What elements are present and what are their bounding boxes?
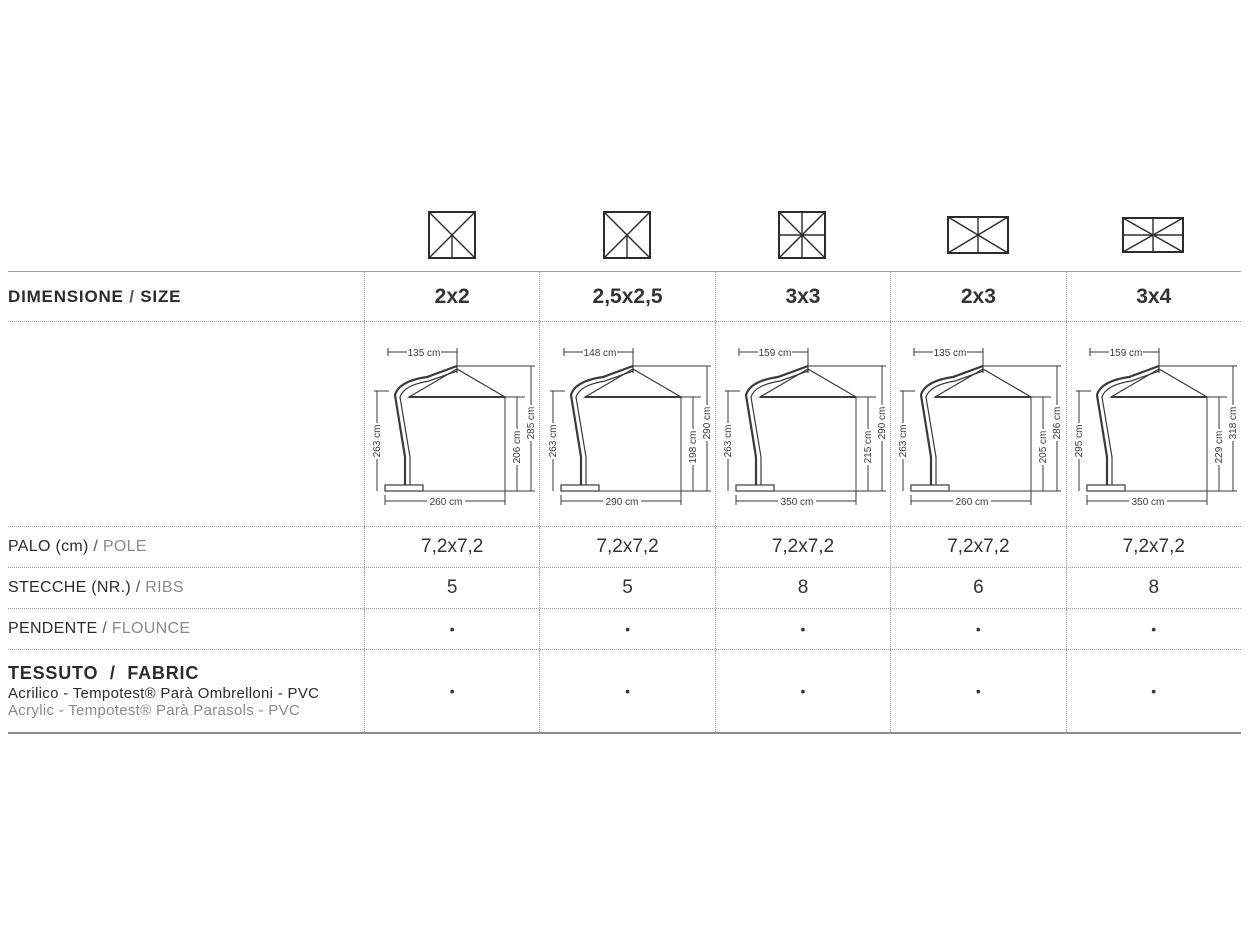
square-4-rib-icon [603,211,651,259]
umbrella-diagram-cell [539,322,714,526]
spec-table [8,198,1241,734]
base-plate [561,485,599,491]
flounce-value: • [715,609,890,649]
separator: / [109,663,116,683]
label-en: RIBS [145,579,184,596]
canopy-icon-cell [715,198,890,271]
fabric-value: • [364,650,539,732]
canopy-clearance-label: 206 cm [512,430,524,464]
pole-height-label: 263 cm [898,424,910,458]
pole-value: 7,2x7,2 [715,527,890,567]
label-it: TESSUTO [8,663,99,683]
umbrella-diagram-cell [364,322,539,526]
total-height-label: 290 cm [876,406,888,440]
fabric-row [8,650,1241,734]
ribs-value: 8 [715,568,890,608]
umbrella-diagram [893,339,1063,509]
pole-value: 7,2x7,2 [364,527,539,567]
fabric-value: • [1066,650,1241,732]
fabric-value: • [890,650,1065,732]
size-value: 3x4 [1066,272,1241,321]
umbrella-diagram [718,339,888,509]
canopy-icons-row [8,198,1241,272]
size-value: 2,5x2,5 [539,272,714,321]
size-label [8,272,364,321]
pole-outline [576,371,633,485]
pole-height-label: 263 cm [372,424,384,458]
pole-outline [751,371,808,485]
fabric-label [8,650,364,732]
canopy-clearance-label: 215 cm [862,430,874,464]
canopy-clearance-label: 229 cm [1213,430,1225,464]
rect-8-rib-icon [1122,217,1184,253]
ribs-label [8,568,364,608]
umbrella-diagram-cell [715,322,890,526]
ribs-row [8,568,1241,609]
flounce-value: • [1066,609,1241,649]
pole-label [8,527,364,567]
arm-length-label: 159 cm [1109,348,1143,359]
pole-row [8,527,1241,568]
pole-value: 7,2x7,2 [1066,527,1241,567]
rect-6-rib-icon [947,216,1009,254]
flounce-value: • [539,609,714,649]
base-plate [736,485,774,491]
label-it: PALO (cm) [8,538,89,555]
pole-value: 7,2x7,2 [890,527,1065,567]
fabric-value: • [539,650,714,732]
flounce-row [8,609,1241,650]
label-en: SIZE [140,286,182,306]
label-en: POLE [102,538,147,555]
umbrella-diagram-cell [890,322,1065,526]
total-height-label: 318 cm [1227,406,1239,440]
base-width-label: 290 cm [605,497,638,508]
pole-height-label: 263 cm [722,424,734,458]
base-plate [385,485,423,491]
arm-length-label: 148 cm [583,348,616,359]
base-width-label: 260 cm [955,497,989,508]
base-width-label: 260 cm [429,497,463,508]
size-row [8,272,1241,322]
umbrella-diagram [367,339,537,509]
total-height-label: 290 cm [701,406,713,440]
ribs-value: 5 [539,568,714,608]
separator: / [135,579,141,596]
flounce-label [8,609,364,649]
base-width-label: 350 cm [780,497,814,508]
fabric-value: • [715,650,890,732]
label-it: STECCHE (NR.) [8,579,132,596]
canopy-clearance-label: 205 cm [1038,430,1050,464]
size-value: 2x3 [890,272,1065,321]
size-value: 2x2 [364,272,539,321]
label-en: FABRIC [127,663,200,683]
pole-value: 7,2x7,2 [539,527,714,567]
empty-label [8,198,364,271]
canopy-icon-cell [890,198,1065,271]
canopy-icon-cell [539,198,714,271]
umbrella-diagram [543,339,713,509]
ribs-value: 8 [1066,568,1241,608]
pole-outline [400,371,457,485]
umbrella-diagram [1069,339,1239,509]
pole-height-label: 263 cm [547,424,559,458]
canopy-icon-cell [1066,198,1241,271]
base-width-label: 350 cm [1131,497,1165,508]
label-it: PENDENTE [8,620,98,637]
separator: / [102,620,108,637]
ribs-value: 6 [890,568,1065,608]
label-it: DIMENSIONE [8,286,124,306]
label-en: FLOUNCE [111,620,191,637]
umbrella-diagram-cell [1066,322,1241,526]
canopy-clearance-label: 198 cm [687,430,699,464]
ribs-value: 5 [364,568,539,608]
fabric-title [8,663,199,684]
size-value: 3x3 [715,272,890,321]
fabric-detail-en: Acrylic - Tempotest® Parà Parasols - PVC [8,702,301,719]
total-height-label: 286 cm [1052,406,1064,440]
separator: / [129,286,135,306]
flounce-value: • [890,609,1065,649]
pole-height-label: 295 cm [1073,424,1085,458]
square-8-rib-icon [778,211,826,259]
flounce-value: • [364,609,539,649]
base-plate [1087,485,1125,491]
empty-label [8,322,364,526]
arm-length-label: 159 cm [758,348,792,359]
separator: / [93,538,99,555]
square-4-rib-icon [428,211,476,259]
dimension-diagram-row [8,322,1241,527]
base-plate [911,485,949,491]
arm-length-label: 135 cm [933,348,967,359]
pole-outline [1102,371,1159,485]
pole-outline [926,371,983,485]
arm-length-label: 135 cm [407,348,441,359]
total-height-label: 285 cm [526,406,538,440]
fabric-detail-it: Acrilico - Tempotest® Parà Ombrelloni - PVC [8,685,320,702]
canopy-icon-cell [364,198,539,271]
